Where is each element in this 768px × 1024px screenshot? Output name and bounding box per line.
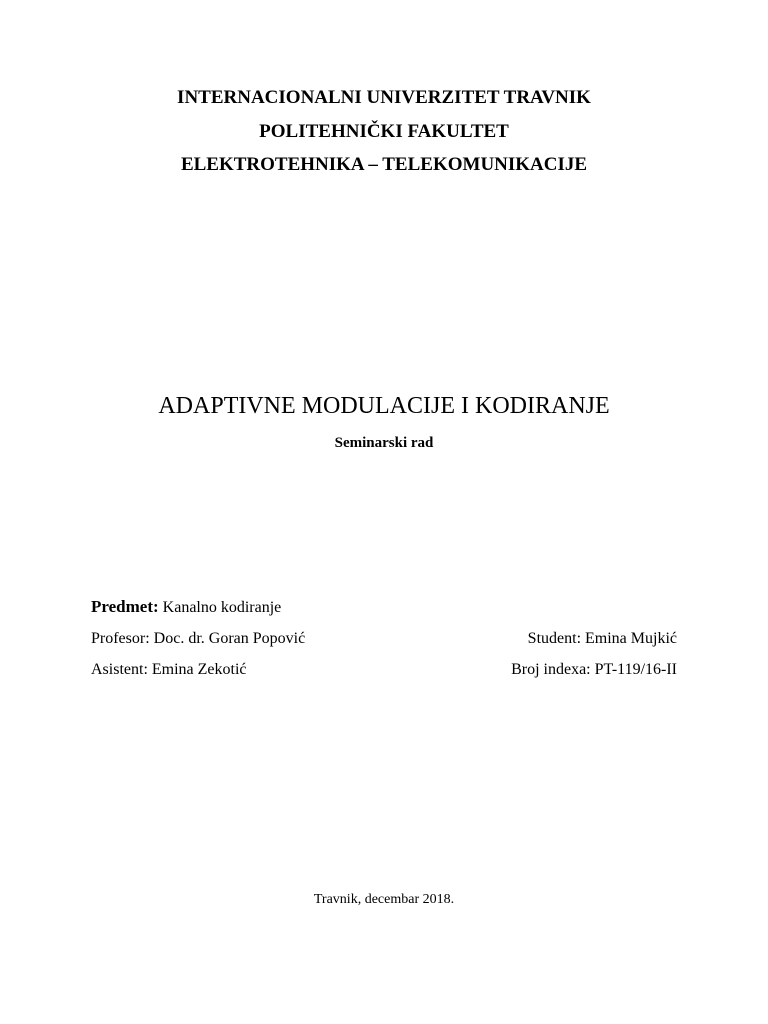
subject-value: Kanalno kodiranje	[162, 599, 282, 616]
faculty-name: POLITEHNIČKI FAKULTET	[259, 121, 509, 142]
place-date: Travnik, decembar 2018.	[313, 892, 455, 907]
university-name: INTERNACIONALNI UNIVERZITET TRAVNIK	[177, 87, 591, 108]
document-title: ADAPTIVNE MODULACIJE I KODIRANJE	[158, 393, 610, 419]
professor-label: Profesor:	[91, 630, 150, 647]
index-label: Broj indexa:	[511, 661, 591, 678]
student-line	[528, 629, 677, 649]
student-label: Student:	[527, 630, 582, 647]
student-name: Emina Mujkić	[585, 630, 677, 647]
index-line	[511, 660, 677, 680]
subject-line	[91, 597, 281, 618]
index-value: PT-119/16-II	[594, 661, 677, 678]
assistant-name: Emina Zekotić	[151, 661, 247, 678]
subject-label: Predmet:	[91, 597, 159, 616]
assistant-line	[91, 660, 247, 680]
professor-line	[91, 629, 305, 649]
professor-name: Doc. dr. Goran Popović	[153, 630, 306, 647]
assistant-label: Asistent:	[91, 661, 148, 678]
department-name: ELEKTROTEHNIKA – TELEKOMUNIKACIJE	[180, 154, 588, 175]
document-subtitle: Seminarski rad	[334, 435, 434, 451]
